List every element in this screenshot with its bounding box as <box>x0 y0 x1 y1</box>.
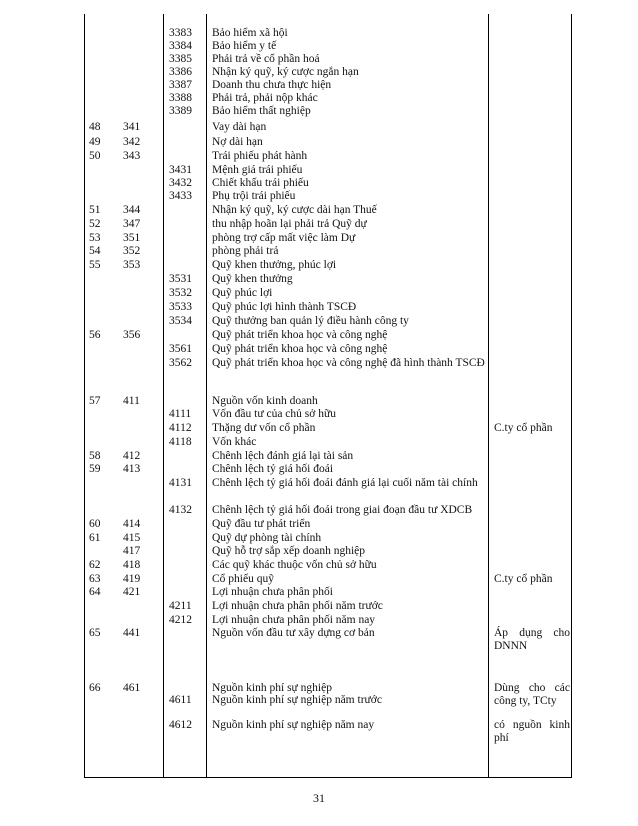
account-level2: 3383 <box>169 27 192 39</box>
row-number: 48 <box>89 121 101 133</box>
account-name: Quỹ khen thưởng, phúc lợi <box>212 259 337 271</box>
account-level1: 414 <box>123 518 141 530</box>
table-row <box>0 177 638 190</box>
account-name: Chênh lệch tỷ giá hối đoái trong giai đoạn đầu tư XDCB <box>212 504 473 516</box>
row-number: 62 <box>89 559 101 571</box>
account-name: Doanh thu chưa thực hiện <box>212 79 332 91</box>
account-name: Nguồn kinh phí sự nghiệp năm trước <box>212 694 382 706</box>
account-name: Nợ dài hạn <box>212 136 263 148</box>
account-name: Thặng dư vốn cổ phần <box>212 422 316 434</box>
account-level1: 413 <box>123 463 141 475</box>
account-level1: 412 <box>123 450 141 462</box>
account-level1: 352 <box>123 245 141 257</box>
row-number: 50 <box>89 150 101 162</box>
account-level2: 3532 <box>169 287 192 299</box>
row-number: 49 <box>89 136 101 148</box>
account-level2: 3433 <box>169 190 192 202</box>
account-name: Quỹ dự phòng tài chính <box>212 532 322 544</box>
table-row <box>0 573 638 586</box>
row-number: 60 <box>89 518 101 530</box>
account-name: Quỹ khen thưởng <box>212 273 293 285</box>
table-row <box>0 92 638 105</box>
table-row <box>0 627 638 652</box>
account-name: Chênh lệch đánh giá lại tài sản <box>212 450 354 462</box>
account-level1: 356 <box>123 329 141 341</box>
row-number: 58 <box>89 450 101 462</box>
note-cell: Áp dụng cho DNNN <box>494 627 570 652</box>
table-row <box>0 150 638 163</box>
table-row <box>0 586 638 599</box>
row-number: 52 <box>89 218 101 230</box>
account-level1: 415 <box>123 532 141 544</box>
account-level2: 4111 <box>169 408 192 420</box>
table-row <box>0 273 638 286</box>
account-name: Mệnh giá trái phiếu <box>212 164 303 176</box>
account-name: Nguồn kinh phí sự nghiệp <box>212 682 332 694</box>
page-number: 31 <box>313 791 325 805</box>
table-row <box>0 532 638 545</box>
account-name: Quỹ thưởng ban quản lý điều hành công ty <box>212 315 409 327</box>
table-row <box>0 463 638 476</box>
table-row <box>0 287 638 300</box>
account-name: Phải trả về cổ phần hoá <box>212 53 320 65</box>
table-row <box>0 40 638 53</box>
table-row <box>0 436 638 449</box>
table-row <box>0 164 638 177</box>
table-row <box>0 395 638 408</box>
table-row <box>0 66 638 79</box>
account-level2: 4611 <box>169 694 192 706</box>
account-level1: 351 <box>123 232 141 244</box>
account-level1: 341 <box>123 121 141 133</box>
account-name: Bảo hiểm thất nghiệp <box>212 105 311 117</box>
table-row <box>0 694 638 707</box>
account-name: Vốn đầu tư của chủ sở hữu <box>212 408 336 420</box>
row-number: 56 <box>89 329 101 341</box>
table-row <box>0 719 638 744</box>
account-name: Phải trả, phải nộp khác <box>212 92 318 104</box>
account-name: Nguồn vốn đầu tư xây dựng cơ bản <box>212 627 375 639</box>
table-row <box>0 329 638 342</box>
account-name: Quỹ phúc lợi <box>212 287 273 299</box>
account-level2: 4612 <box>169 719 192 731</box>
note-cell: C.ty cổ phần <box>494 422 553 434</box>
account-level2: 3534 <box>169 315 192 327</box>
account-level2: 4132 <box>169 504 192 516</box>
table-row <box>0 53 638 66</box>
account-level1: 419 <box>123 573 141 585</box>
account-level2: 3388 <box>169 92 192 104</box>
table-row <box>0 105 638 118</box>
row-number: 51 <box>89 204 101 216</box>
row-number: 59 <box>89 463 101 475</box>
row-number: 64 <box>89 586 101 598</box>
account-level1: 353 <box>123 259 141 271</box>
table-row <box>0 357 638 370</box>
account-level2: 3386 <box>169 66 192 78</box>
table-row <box>0 477 638 490</box>
account-level2: 3562 <box>169 357 192 369</box>
table-row <box>0 600 638 613</box>
account-level1: 421 <box>123 586 141 598</box>
table-row <box>0 545 638 558</box>
table-row <box>0 136 638 149</box>
note-cell: có nguồn kinh phí <box>494 719 570 744</box>
account-level1: 342 <box>123 136 141 148</box>
table-row <box>0 121 638 134</box>
account-level1: 411 <box>123 395 140 407</box>
account-name: Lợi nhuận chưa phân phối <box>212 586 333 598</box>
account-name: Chiết khấu trái phiếu <box>212 177 309 189</box>
account-name: Phụ trội trái phiếu <box>212 190 296 202</box>
account-level2: 3387 <box>169 79 192 91</box>
account-name: Vay dài hạn <box>212 121 267 133</box>
table-row <box>0 301 638 314</box>
table-row <box>0 408 638 421</box>
account-level1: 347 <box>123 218 141 230</box>
account-name: Chênh lệch tỷ giá hối đoái <box>212 463 334 475</box>
account-name: Nguồn kinh phí sự nghiệp năm nay <box>212 719 375 731</box>
account-level2: 4131 <box>169 477 192 489</box>
note-cell: C.ty cổ phần <box>494 573 553 585</box>
row-number: 54 <box>89 245 101 257</box>
account-level2: 4212 <box>169 614 192 626</box>
account-level2: 3385 <box>169 53 192 65</box>
account-level1: 343 <box>123 150 141 162</box>
account-level2: 3431 <box>169 164 192 176</box>
table-row <box>0 504 638 517</box>
row-number: 57 <box>89 395 101 407</box>
account-name: Nguồn vốn kinh doanh <box>212 395 318 407</box>
table-row <box>0 315 638 328</box>
account-name: Bảo hiểm xã hội <box>212 27 288 39</box>
note-cell: Dùng cho các công ty, TCty <box>494 682 570 707</box>
table-row <box>0 79 638 92</box>
account-level2: 4118 <box>169 436 192 448</box>
row-number: 66 <box>89 682 101 694</box>
table-row <box>0 518 638 531</box>
account-name: Quỹ phúc lợi hình thành TSCĐ <box>212 301 357 313</box>
row-number: 61 <box>89 532 101 544</box>
account-level2: 3432 <box>169 177 192 189</box>
row-number: 63 <box>89 573 101 585</box>
account-name: Bảo hiểm y tế <box>212 40 277 52</box>
row-number: 65 <box>89 627 101 639</box>
row-number: 55 <box>89 259 101 271</box>
account-name: Quỹ phát triển khoa học và công nghệ <box>212 343 388 355</box>
account-level2: 3389 <box>169 105 192 117</box>
account-level2: 3533 <box>169 301 192 313</box>
table-row <box>0 259 638 272</box>
table-row <box>0 343 638 356</box>
table-row <box>0 450 638 463</box>
account-level1: 417 <box>123 545 141 557</box>
account-name: Nhận ký quỹ, ký cược ngắn hạn <box>212 66 359 78</box>
table-row <box>0 559 638 572</box>
row-number: 53 <box>89 232 101 244</box>
account-name: Lợi nhuận chưa phân phối năm trước <box>212 600 383 612</box>
account-level2: 3384 <box>169 40 192 52</box>
account-name: Lợi nhuận chưa phân phối năm nay <box>212 614 376 626</box>
account-level2: 4112 <box>169 422 192 434</box>
account-level1: 461 <box>123 682 141 694</box>
account-name: Quỹ phát triển khoa học và công nghệ <box>212 329 388 341</box>
table-row <box>0 614 638 627</box>
account-level2: 3561 <box>169 343 192 355</box>
table-row <box>0 190 638 203</box>
table-row <box>0 422 638 435</box>
account-name: phòng phải trả <box>212 245 279 257</box>
table-row <box>0 218 638 231</box>
account-name: Vốn khác <box>212 436 257 448</box>
account-level1: 418 <box>123 559 141 571</box>
account-name: Chênh lệch tỷ giá hối đoái đánh giá lại cuối năm tài chính <box>212 477 478 489</box>
table-row <box>0 27 638 40</box>
account-level1: 441 <box>123 627 141 639</box>
account-name: Các quỹ khác thuộc vốn chủ sở hữu <box>212 559 377 571</box>
account-name: Quỹ đầu tư phát triển <box>212 518 311 530</box>
account-name: Trái phiếu phát hành <box>212 150 308 162</box>
account-level2: 3531 <box>169 273 192 285</box>
account-name: Quỹ hỗ trợ sắp xếp doanh nghiệp <box>212 545 365 557</box>
account-name: Quỹ phát triển khoa học và công nghệ đã hình thành TSCĐ <box>212 357 485 369</box>
table-row <box>0 232 638 245</box>
table-row <box>0 245 638 258</box>
account-name: phòng trợ cấp mất việc làm Dự <box>212 232 356 244</box>
account-name: thu nhập hoãn lại phải trả Quỹ dự <box>212 218 367 230</box>
account-name: Nhận ký quỹ, ký cược dài hạn Thuế <box>212 204 377 216</box>
table-border-bottom <box>84 777 572 778</box>
table-row <box>0 204 638 217</box>
account-level2: 4211 <box>169 600 192 612</box>
account-level1: 344 <box>123 204 141 216</box>
account-name: Cổ phiếu quỹ <box>212 573 274 585</box>
